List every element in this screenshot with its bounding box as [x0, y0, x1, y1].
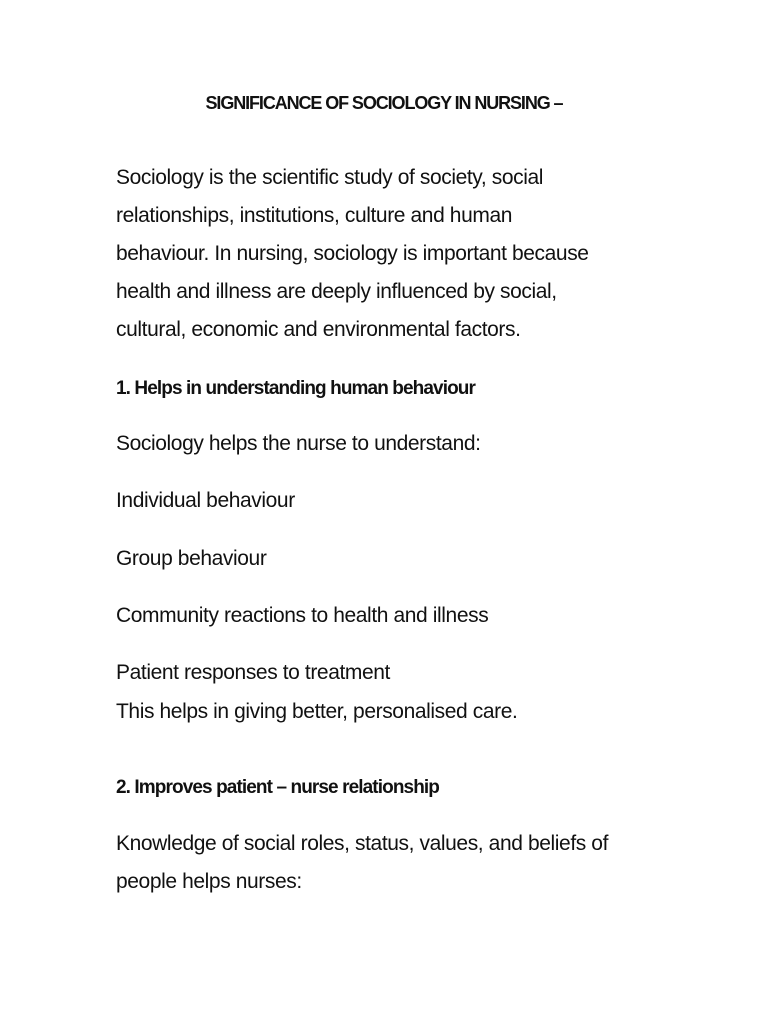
intro-line-4: health and illness are deeply influenced by social,	[116, 280, 557, 303]
intro-line-1: Sociology is the scientific study of society, social	[116, 166, 544, 189]
section2-line-1: Knowledge of social roles, status, values, and beliefs of	[116, 832, 608, 855]
section2-line-2: people helps nurses:	[116, 870, 302, 893]
section1-heading: 1. Helps in understanding human behaviour	[116, 378, 475, 399]
list-item: Patient responses to treatment	[116, 661, 390, 684]
intro-line-5: cultural, economic and environmental factors.	[116, 318, 521, 341]
list-item: Community reactions to health and illness	[116, 604, 489, 627]
section1-closing: This helps in giving better, personalised care.	[116, 700, 518, 723]
intro-line-2: relationships, institutions, culture and human	[116, 204, 513, 227]
document-title: SIGNIFICANCE OF SOCIOLOGY IN NURSING –	[205, 93, 563, 113]
list-item: Individual behaviour	[116, 489, 295, 512]
intro-line-3: behaviour. In nursing, sociology is important because	[116, 242, 589, 265]
section2-heading: 2. Improves patient – nurse relationship	[116, 777, 439, 798]
section1-lead: Sociology helps the nurse to understand:	[116, 432, 481, 455]
list-item: Group behaviour	[116, 547, 267, 570]
